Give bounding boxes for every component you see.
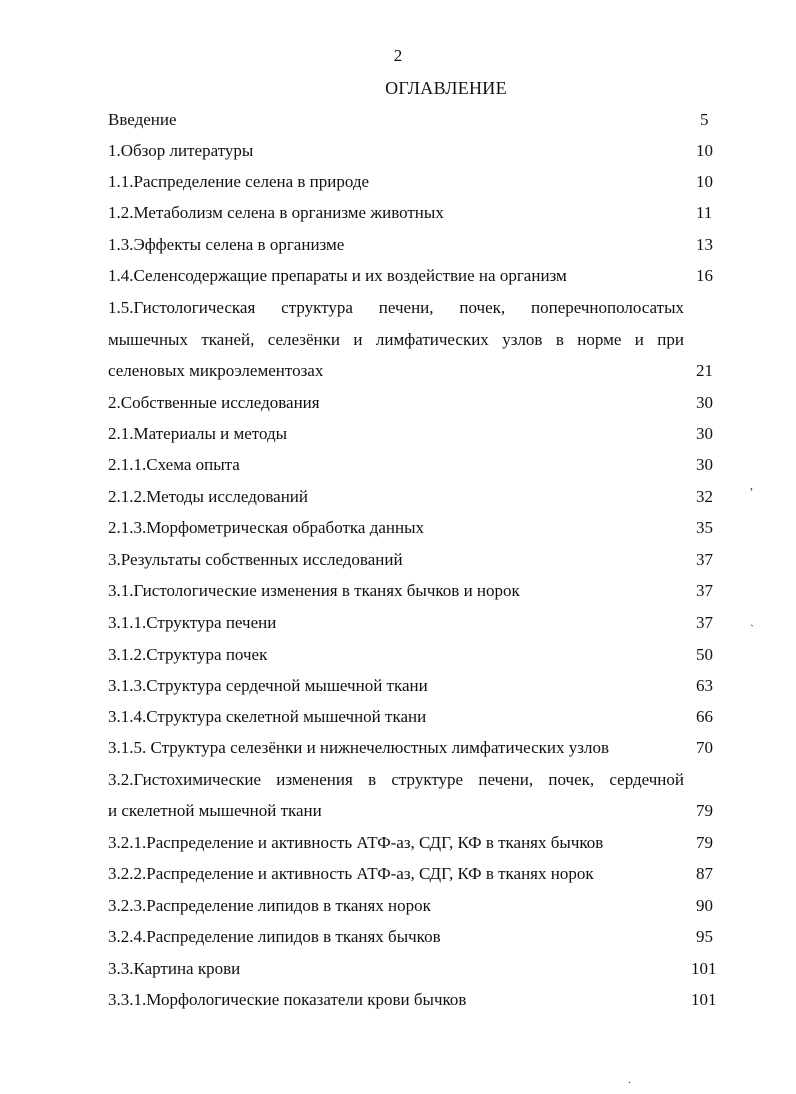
toc-entry-line: мышечных тканей, селезёнки и лимфатических узлов в норме и при — [108, 330, 684, 349]
toc-entry: 2.1.1.Схема опыта — [108, 455, 240, 474]
page-number: 2 — [393, 46, 403, 65]
toc-page-number: 21 — [696, 361, 713, 380]
toc-page-number: 30 — [696, 393, 713, 412]
toc-entry: 2.1.2.Методы исследований — [108, 487, 309, 506]
toc-page-number: 5 — [700, 110, 709, 129]
toc-page-number: 63 — [696, 676, 713, 695]
toc-page-number: 10 — [696, 141, 713, 160]
toc-page-number: 37 — [696, 550, 713, 569]
toc-entry: 1.Обзор литературы — [108, 141, 254, 160]
toc-entry: 3.1.Гистологические изменения в тканях бычков и норок — [108, 581, 520, 600]
toc-entry: 3.2.2.Распределение и активность АТФ-аз, СДГ, КФ в тканях норок — [108, 864, 594, 883]
toc-entry: 2.Собственные исследования — [108, 393, 320, 412]
toc-entry: 1.3.Эффекты селена в организме — [108, 235, 345, 254]
toc-page-number: 70 — [696, 738, 713, 757]
toc-page-number: 37 — [696, 581, 713, 600]
toc-entry-intro: Введение — [108, 110, 177, 129]
toc-page-number: 30 — [696, 455, 713, 474]
toc-page-number: 13 — [696, 235, 713, 254]
toc-entry: 1.1.Распределение селена в природе — [108, 172, 370, 191]
toc-entry: 3.1.1.Структура печени — [108, 613, 277, 632]
scan-speck: , — [750, 478, 753, 492]
toc-page-number: 79 — [696, 801, 713, 820]
toc-page-number: 16 — [696, 266, 713, 285]
toc-page-number: 87 — [696, 864, 713, 883]
toc-entry: 3.Результаты собственных исследований — [108, 550, 403, 569]
toc-page-number: 90 — [696, 896, 713, 915]
toc-entry: 1.2.Метаболизм селена в организме животных — [108, 203, 444, 222]
scan-speck: ` — [750, 622, 754, 636]
toc-entry: 3.2.1.Распределение и активность АТФ-аз, СДГ, КФ в тканях бычков — [108, 833, 604, 852]
toc-entry: 3.3.1.Морфологические показатели крови бычков — [108, 990, 467, 1009]
toc-page-number: 10 — [696, 172, 713, 191]
scan-speck: . — [628, 1072, 631, 1086]
toc-page-number: 101 — [691, 990, 717, 1009]
toc-entry: 2.1.Материалы и методы — [108, 424, 288, 443]
toc-entry: 3.1.5. Структура селезёнки и нижнечелюстных лимфатических узлов — [108, 738, 609, 757]
toc-entry: 3.2.4.Распределение липидов в тканях бычков — [108, 927, 441, 946]
toc-entry: 3.1.4.Структура скелетной мышечной ткани — [108, 707, 427, 726]
toc-page-number: 79 — [696, 833, 713, 852]
toc-page-number: 95 — [696, 927, 713, 946]
toc-entry: 3.3.Картина крови — [108, 959, 241, 978]
toc-page-number: 37 — [696, 613, 713, 632]
toc-page-number: 50 — [696, 645, 713, 664]
toc-entry-line: и скелетной мышечной ткани — [108, 801, 322, 820]
toc-entry: 3.1.3.Структура сердечной мышечной ткани — [108, 676, 428, 695]
toc-entry: 3.2.3.Распределение липидов в тканях норок — [108, 896, 431, 915]
toc-page-number: 32 — [696, 487, 713, 506]
toc-entry: 2.1.3.Морфометрическая обработка данных — [108, 518, 425, 537]
toc-page-number: 30 — [696, 424, 713, 443]
toc-entry: 1.4.Селенсодержащие препараты и их воздействие на организм — [108, 266, 567, 285]
toc-page-number: 66 — [696, 707, 713, 726]
toc-title: ОГЛАВЛЕНИЕ — [385, 78, 507, 98]
toc-page-number: 35 — [696, 518, 713, 537]
toc-entry-line: селеновых микроэлементозах — [108, 361, 324, 380]
toc-entry: 3.1.2.Структура почек — [108, 645, 268, 664]
toc-entry-line: 3.2.Гистохимические изменения в структуре печени, почек, сердечной — [108, 770, 684, 789]
toc-page-number: 101 — [691, 959, 717, 978]
toc-entry-line: 1.5.Гистологическая структура печени, почек, поперечнополосатых — [108, 298, 684, 317]
toc-page-number: 11 — [696, 203, 713, 222]
